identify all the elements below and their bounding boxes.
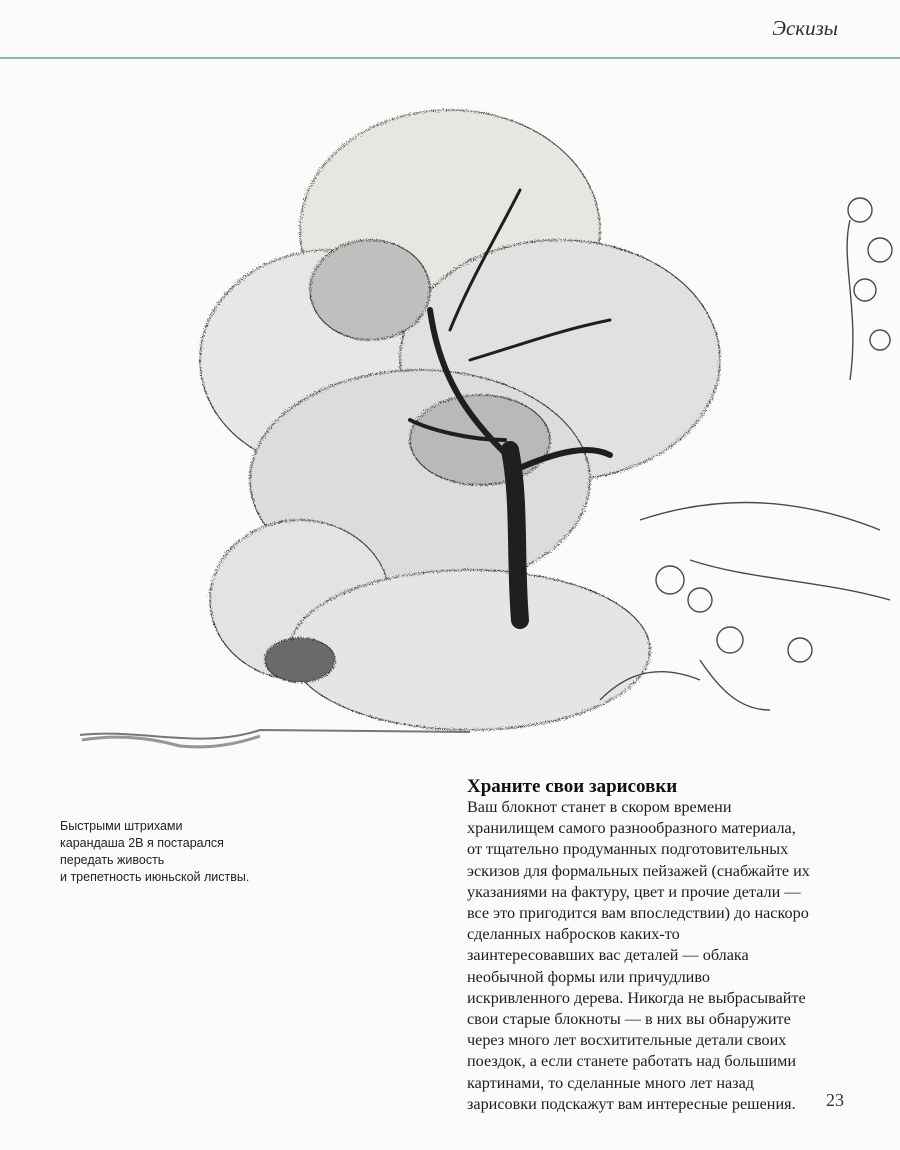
body-line: от тщательно продуманных подготовительных xyxy=(467,840,789,859)
body-paragraph xyxy=(467,797,867,1115)
running-head: Эскизы xyxy=(772,16,838,40)
body-line: заинтересовавших вас деталей — облака xyxy=(467,946,749,965)
body-line: картинами, то сделанные много лет назад xyxy=(467,1073,754,1092)
body-line: все это пригодится вам впоследствии) до наскоро xyxy=(467,904,809,923)
body-line: зарисовки подскажут вам интересные решения. xyxy=(467,1094,796,1113)
page-number: 23 xyxy=(826,1090,844,1110)
caption-line: передать живость xyxy=(60,853,165,867)
body-line: искривленного дерева. Никогда не выбрасывайте xyxy=(467,988,806,1007)
tree-sketch-illustration xyxy=(0,60,900,780)
body-line: эскизов для формальных пейзажей (снабжайте их xyxy=(467,861,810,880)
caption-line: и трепетность июньской листвы. xyxy=(60,870,250,884)
illustration-caption xyxy=(60,818,360,886)
body-line: через много лет восхитительные детали своих xyxy=(467,1031,787,1050)
body-line: Ваш блокнот станет в скором времени xyxy=(467,798,732,816)
body-line: хранилищем самого разнообразного материала, xyxy=(467,819,796,838)
section-title: Храните свои зарисовки xyxy=(467,776,678,797)
caption-line: карандаша 2B я постарался xyxy=(60,836,224,850)
body-line: необычной формы или причудливо xyxy=(467,967,710,986)
body-line: сделанных набросков каких-то xyxy=(467,925,680,944)
body-line: поездок, а если станете работать над большими xyxy=(467,1052,796,1071)
header-rule xyxy=(0,57,900,59)
caption-line: Быстрыми штрихами xyxy=(60,819,183,833)
body-line: свои старые блокноты — в них вы обнаружите xyxy=(467,1010,791,1029)
body-line: указаниями на фактуру, цвет и прочие детали — xyxy=(467,882,801,901)
